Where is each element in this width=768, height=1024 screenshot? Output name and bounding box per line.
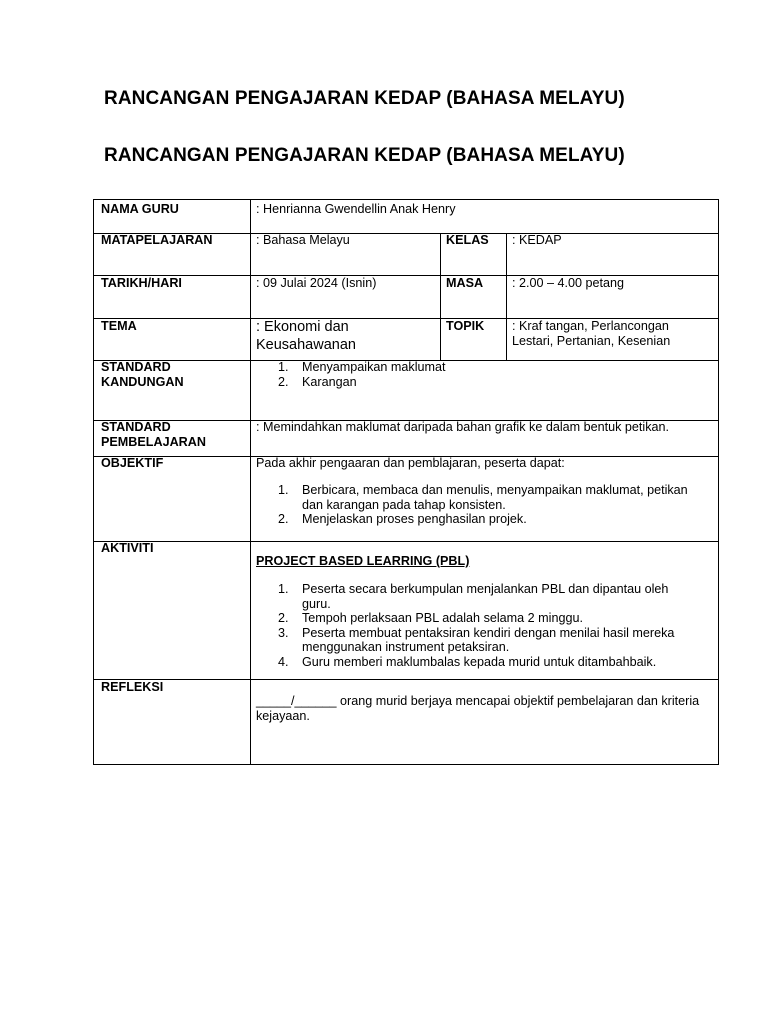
label-objektif: OBJEKTIF <box>101 456 164 470</box>
list-text: Menyampaikan maklumat <box>302 360 446 374</box>
list-item <box>256 375 446 390</box>
column-divider <box>440 233 441 360</box>
objektif-intro: Pada akhir pengaaran dan pemblajaran, peserta dapat: <box>256 456 565 470</box>
value-topik <box>512 319 670 349</box>
list-number: 3. <box>278 625 289 640</box>
list-text-line1: Tempoh perlaksaan PBL adalah selama 2 minggu. <box>302 611 583 626</box>
list-item <box>256 512 716 527</box>
label-standard-kandungan-line2: KANDUNGAN <box>101 375 184 389</box>
value-topik-line2: Lestari, Pertanian, Kesenian <box>512 334 671 348</box>
list-number: 2. <box>278 374 289 389</box>
list-item <box>256 655 716 670</box>
list-text-line1: Guru memberi maklumbalas kepada murid untuk ditambahbaik. <box>302 654 657 669</box>
list-item <box>256 483 716 512</box>
label-standard-kandungan-line1: STANDARD <box>101 360 171 374</box>
label-matapelajaran: MATAPELAJARAN <box>101 233 213 247</box>
row-divider <box>94 541 718 542</box>
standard-kandungan-list <box>256 360 446 389</box>
value-masa: : 2.00 – 4.00 petang <box>512 276 625 290</box>
value-refleksi <box>256 694 716 724</box>
value-tema-line1: : Ekonomi dan <box>256 319 349 335</box>
list-item <box>256 582 716 611</box>
lesson-plan-table <box>93 199 719 765</box>
list-number: 2. <box>278 611 289 626</box>
label-kelas: KELAS <box>446 233 489 247</box>
list-item <box>256 360 446 375</box>
list-text-line2: guru. <box>302 596 331 611</box>
label-masa: MASA <box>446 276 484 290</box>
column-divider <box>506 233 507 360</box>
label-topik: TOPIK <box>446 319 485 333</box>
label-tema: TEMA <box>101 319 137 333</box>
list-number: 4. <box>278 654 289 669</box>
aktiviti-list <box>256 582 716 670</box>
row-divider <box>94 275 718 276</box>
value-refleksi-line2: kejayaan. <box>256 709 310 723</box>
row-divider <box>94 679 718 680</box>
list-text: Karangan <box>302 374 357 389</box>
value-tema-line2: Keusahawanan <box>256 337 356 353</box>
list-number: 1. <box>278 360 289 374</box>
label-refleksi: REFLEKSI <box>101 680 164 694</box>
list-text-line1: Berbicara, membaca dan menulis, menyampaikan maklumat, petikan <box>302 483 688 497</box>
value-tema <box>256 318 356 354</box>
label-nama-guru: NAMA GURU <box>101 202 179 216</box>
list-number: 1. <box>278 582 289 596</box>
list-text-line1: Menjelaskan proses penghasilan projek. <box>302 512 527 527</box>
column-divider <box>250 200 251 764</box>
label-aktiviti: AKTIVITI <box>101 541 154 555</box>
list-number: 1. <box>278 483 289 497</box>
list-text-line2: dan karangan pada tahap konsisten. <box>302 497 506 512</box>
aktiviti-heading: PROJECT BASED LEARRING (PBL) <box>256 554 470 568</box>
value-kelas: : KEDAP <box>512 233 562 247</box>
label-standard-pembelajaran <box>101 420 206 450</box>
label-tarikh-hari: TARIKH/HARI <box>101 276 182 290</box>
list-text-line1: Peserta secara berkumpulan menjalankan PBL dan dipantau oleh <box>302 582 669 596</box>
value-nama-guru: : Henrianna Gwendellin Anak Henry <box>256 202 456 216</box>
list-text-line2: menggunakan instrument petaksiran. <box>302 640 510 655</box>
label-standard-kandungan <box>101 360 184 390</box>
value-topik-line1: : Kraf tangan, Perlancongan <box>512 319 669 333</box>
list-item <box>256 626 716 655</box>
list-item <box>256 611 716 626</box>
value-refleksi-line1: _____/______ orang murid berjaya mencapai objektif pembelajaran dan kriteria <box>256 694 700 708</box>
label-standard-pembelajaran-line2: PEMBELAJARAN <box>101 435 206 449</box>
objektif-list <box>256 483 716 527</box>
label-standard-pembelajaran-line1: STANDARD <box>101 420 171 434</box>
value-standard-pembelajaran: : Memindahkan maklumat daripada bahan grafik ke dalam bentuk petikan. <box>256 420 670 434</box>
value-tarikh-hari: : 09 Julai 2024 (Isnin) <box>256 276 377 290</box>
list-text-line1: Peserta membuat pentaksiran kendiri dengan menilai hasil mereka <box>302 625 675 640</box>
value-matapelajaran: : Bahasa Melayu <box>256 233 350 247</box>
document-subtitle: RANCANGAN PENGAJARAN KEDAP (BAHASA MELAYU) <box>104 145 625 166</box>
document-title: RANCANGAN PENGAJARAN KEDAP (BAHASA MELAYU) <box>104 88 625 109</box>
list-number: 2. <box>278 512 289 527</box>
